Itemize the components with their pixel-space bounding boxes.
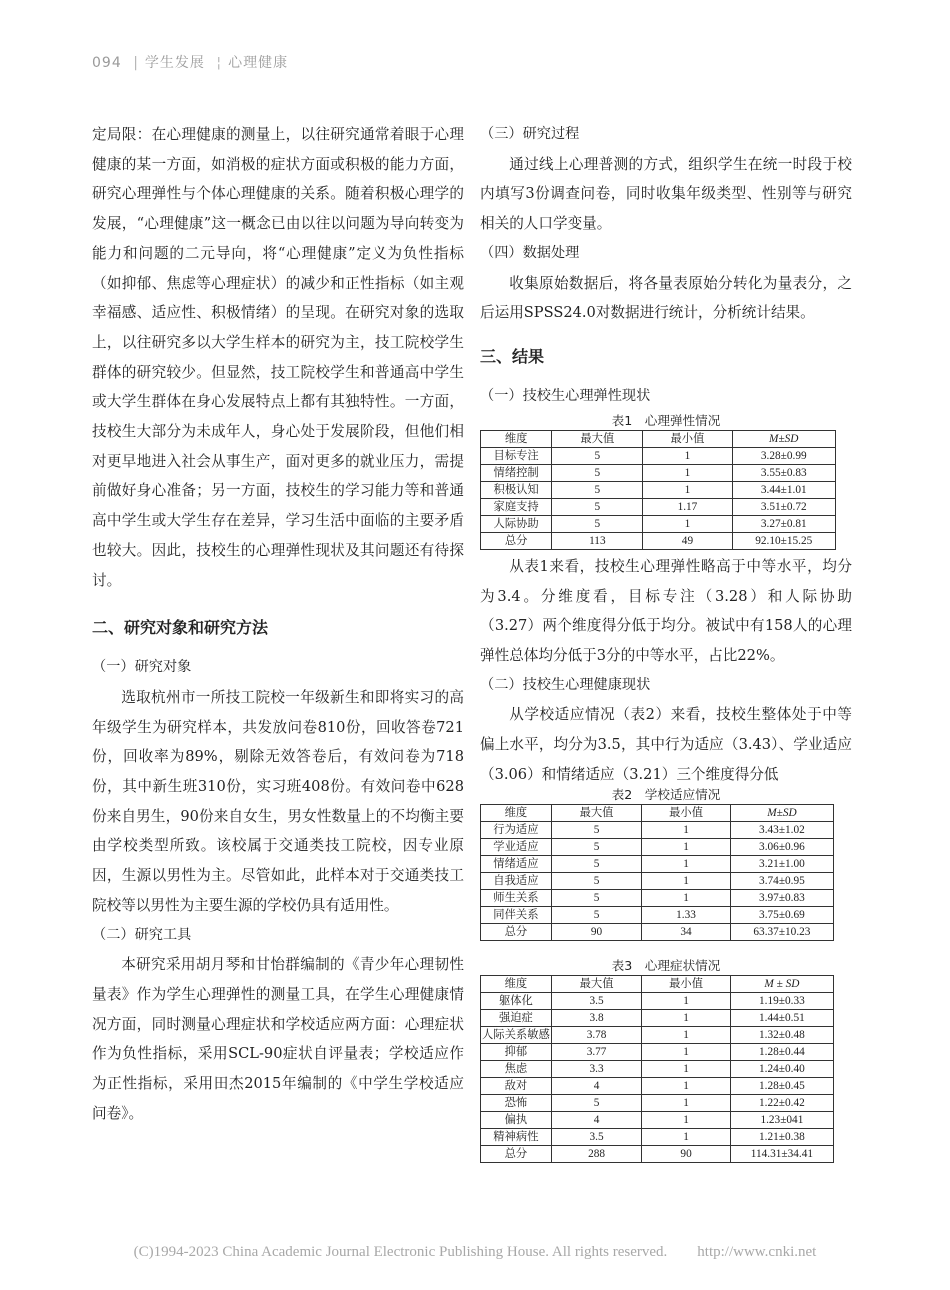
column-header: 最小值 xyxy=(643,430,732,447)
paragraph: 通过线上心理普测的方式，组织学生在统一时段于校内填写3份调查问卷，同时收集年级类型、性别等与研究相关的人口学变量。 xyxy=(480,155,852,233)
paragraph: 本研究采用胡月琴和甘怡群编制的《青少年心理韧性量表》作为学生心理弹性的测量工具，在学生心理健康情况方面，同时测量心理症状和学校适应两方面：心理症状作为负性指标，采用SCL-90症状自评量表；学校适应作为正性指标，采用田杰2015年编制的《中学生学校适应问卷》。 xyxy=(92,956,464,1122)
table-cell: 1.22±0.42 xyxy=(730,1094,833,1111)
table-cell: 1.23±041 xyxy=(730,1111,833,1128)
table-cell: 1 xyxy=(642,1060,730,1077)
table-cell: 偏执 xyxy=(481,1111,552,1128)
paragraph: 从表1来看，技校生心理弹性略高于中等水平，均分为3.4。分维度看，目标专注（3.28）和人际协助（3.27）两个维度得分低于均分。被试中有158人的心理弹性总体均分低于3分的中等水平，占比22%。 xyxy=(480,557,852,665)
paragraph: 选取杭州市一所技工院校一年级新生和即将实习的高年级学生为研究样本，共发放问卷810份，回收答卷721份，回收率为89%，剔除无效答卷后，有效问卷为718份，其中新生班310份，实习班408份。有效问卷中628份来自男生，90份来自女生，男女性数量上的不均衡主要由学校类型所致。该校属于交通类技工院校，因专业原因，生源以男性为主。尽管如此，此样本对于交通类技工院校等以男性为主要生源的学校仍具有适用性。 xyxy=(92,688,464,914)
table-cell: 5 xyxy=(551,838,641,855)
table-cell: 情绪适应 xyxy=(481,855,552,872)
table-cell: 5 xyxy=(552,498,643,515)
table-cell: 3.21±1.00 xyxy=(730,855,833,872)
table-cell: 1 xyxy=(642,889,731,906)
table-row xyxy=(481,515,836,532)
table-cell: 3.43±1.02 xyxy=(730,821,833,838)
table-cell: 敌对 xyxy=(481,1077,552,1094)
table-cell: 1 xyxy=(642,1043,730,1060)
table-cell: 情绪控制 xyxy=(481,464,552,481)
column-header: M ± SD xyxy=(730,975,833,992)
table-body xyxy=(481,447,836,549)
table-header-row xyxy=(481,975,834,992)
table-cell: 92.10±15.25 xyxy=(732,532,835,549)
table-cell: 4 xyxy=(551,1111,642,1128)
table-cell: 同伴关系 xyxy=(481,906,552,923)
table-cell: 3.44±1.01 xyxy=(732,481,835,498)
subsection-title: （一）技校生心理弹性现状 xyxy=(480,387,651,404)
table-cell: 3.74±0.95 xyxy=(730,872,833,889)
column-header: 维度 xyxy=(481,430,552,447)
table-cell: 家庭支持 xyxy=(481,498,552,515)
table-row xyxy=(481,838,834,855)
table-caption: 表3 心理症状情况 xyxy=(611,957,721,973)
table-cell: 3.75±0.69 xyxy=(730,906,833,923)
table-row xyxy=(481,1111,834,1128)
table-cell: 3.55±0.83 xyxy=(732,464,835,481)
table-cell: 焦虑 xyxy=(481,1060,552,1077)
table-cell: 3.78 xyxy=(551,1026,642,1043)
table-cell: 总分 xyxy=(481,1145,552,1162)
table-cell: 3.06±0.96 xyxy=(730,838,833,855)
column-header: 最大值 xyxy=(551,804,641,821)
table-cell: 1.33 xyxy=(642,906,731,923)
table-cell: 1.28±0.44 xyxy=(730,1043,833,1060)
table-cell: 人际关系敏感 xyxy=(481,1026,552,1043)
table-row xyxy=(481,1060,834,1077)
table-row xyxy=(481,872,834,889)
table-cell: 49 xyxy=(643,532,732,549)
table-cell: 1 xyxy=(642,838,731,855)
table-cell: 4 xyxy=(551,1077,642,1094)
table-row xyxy=(481,889,834,906)
table-cell: 3.97±0.83 xyxy=(730,889,833,906)
table-cell: 3.27±0.81 xyxy=(732,515,835,532)
table-cell: 精神病性 xyxy=(481,1128,552,1145)
table-cell: 强迫症 xyxy=(481,1009,552,1026)
section-name: 学生发展 xyxy=(144,55,205,71)
paragraph: 定局限：在心理健康的测量上，以往研究通常着眼于心理健康的某一方面，如消极的症状方面或积极的能力方面，研究心理弹性与个体心理健康的关系。随着积极心理学的发展，“心理健康”这一概念已由以往以问题为导向转变为能力和问题的二元导向，将“心理健康”定义为负性指标（如抑郁、焦虑等心理症状）的减少和正性指标（如主观幸福感、适应性、积极情绪）的呈现。在研究对象的选取上，以往研究多以大学生样本的研究为主，技工院校学生群体的研究较少。但显然，技工院校学生和普通高中学生或大学生群体在身心发展特点上都有其独特性。一方面，技校生大部分为未成年人，身心处于发展阶段，但他们相对更早地进入社会从事生产，面对更多的就业压力，需提前做好身心准备；另一方面，技校生的学习能力等和普通高中学生或大学生存在差异，学习生活中面临的主要矛盾也较大。因此，技校生的心理弹性现状及其问题还有待探讨。 xyxy=(92,126,464,589)
table-cell: 1 xyxy=(642,1094,730,1111)
table-row xyxy=(481,992,834,1009)
table-cell: 113 xyxy=(552,532,643,549)
subsection-title: （四）数据处理 xyxy=(480,244,580,261)
table-row xyxy=(481,855,834,872)
table-cell: 5 xyxy=(551,889,641,906)
table-cell: 5 xyxy=(551,1094,642,1111)
column-header: M±SD xyxy=(732,430,835,447)
table-caption: 表2 学校适应情况 xyxy=(611,786,721,802)
table-cell: 288 xyxy=(551,1145,642,1162)
table-cell: 1.19±0.33 xyxy=(730,992,833,1009)
table-row xyxy=(481,1043,834,1060)
column-header: M±SD xyxy=(730,804,833,821)
table-cell: 114.31±34.41 xyxy=(730,1145,833,1162)
paragraph: 收集原始数据后，将各量表原始分转化为量表分，之后运用SPSS24.0对数据进行统计，分析统计结果。 xyxy=(480,274,852,322)
table-cell: 5 xyxy=(552,464,643,481)
table-row xyxy=(481,1145,834,1162)
table-cell: 34 xyxy=(642,923,731,940)
table-school-adaptation xyxy=(480,804,834,941)
table-resilience xyxy=(480,430,836,550)
running-head xyxy=(92,52,288,72)
table-cell: 5 xyxy=(551,906,641,923)
table-header-row xyxy=(481,430,836,447)
table-cell: 1 xyxy=(642,872,731,889)
table-row xyxy=(481,498,836,515)
subsection-name: 心理健康 xyxy=(228,55,289,71)
column-header: 最小值 xyxy=(642,975,730,992)
table-cell: 1 xyxy=(642,855,731,872)
table-cell: 积极认知 xyxy=(481,481,552,498)
table-row xyxy=(481,481,836,498)
table-row xyxy=(481,1077,834,1094)
subsection-title: （二）技校生心理健康现状 xyxy=(480,676,651,693)
table-cell: 5 xyxy=(551,872,641,889)
right-column xyxy=(480,120,852,1163)
table-row xyxy=(481,923,834,940)
table-cell: 5 xyxy=(551,821,641,838)
table-cell: 1 xyxy=(643,481,732,498)
left-column xyxy=(92,120,464,1129)
table-cell: 5 xyxy=(552,515,643,532)
table-cell: 5 xyxy=(551,855,641,872)
table-cell: 行为适应 xyxy=(481,821,552,838)
table-cell: 总分 xyxy=(481,532,552,549)
subsection-title: （一）研究对象 xyxy=(92,659,192,676)
table-row xyxy=(481,532,836,549)
table-row xyxy=(481,1128,834,1145)
section-title: 二、研究对象和研究方法 xyxy=(92,618,269,638)
table-cell: 自我适应 xyxy=(481,872,552,889)
table-body xyxy=(481,992,834,1162)
table-cell: 3.8 xyxy=(551,1009,642,1026)
table-cell: 1 xyxy=(642,1009,730,1026)
table-cell: 1 xyxy=(643,464,732,481)
table-cell: 1.32±0.48 xyxy=(730,1026,833,1043)
paragraph: 从学校适应情况（表2）来看，技校生整体处于中等偏上水平，均分为3.5，其中行为适应（3.43）、学业适应（3.06）和情绪适应（3.21）三个维度得分低 xyxy=(480,706,852,783)
table-cell: 总分 xyxy=(481,923,552,940)
table-cell: 3.5 xyxy=(551,992,642,1009)
table-cell: 3.77 xyxy=(551,1043,642,1060)
table-cell: 1 xyxy=(642,1026,730,1043)
subsection-title: （二）研究工具 xyxy=(92,926,192,943)
copyright-footer: (C)1994-2023 China Academic Journal Electronic Publishing House. All rights reserved. http://www.cnki.net xyxy=(133,1244,817,1260)
table-row xyxy=(481,447,836,464)
table-row xyxy=(481,1094,834,1111)
table-cell: 63.37±10.23 xyxy=(730,923,833,940)
column-header: 最小值 xyxy=(642,804,731,821)
table-cell: 1 xyxy=(643,515,732,532)
table-cell: 1.21±0.38 xyxy=(730,1128,833,1145)
table-cell: 3.28±0.99 xyxy=(732,447,835,464)
table-row xyxy=(481,821,834,838)
table-cell: 1.28±0.45 xyxy=(730,1077,833,1094)
table-caption: 表1 心理弹性情况 xyxy=(611,412,721,428)
table-cell: 3.3 xyxy=(551,1060,642,1077)
separator: | xyxy=(133,55,139,71)
table-cell: 1 xyxy=(642,1128,730,1145)
table-cell: 3.5 xyxy=(551,1128,642,1145)
table-cell: 1.24±0.40 xyxy=(730,1060,833,1077)
subsection-title: （三）研究过程 xyxy=(480,126,580,142)
table-cell: 90 xyxy=(642,1145,730,1162)
table-cell: 1.44±0.51 xyxy=(730,1009,833,1026)
column-header: 最大值 xyxy=(551,975,642,992)
table-cell: 1 xyxy=(643,447,732,464)
table-row xyxy=(481,1026,834,1043)
table-cell: 抑郁 xyxy=(481,1043,552,1060)
section-title: 三、结果 xyxy=(480,346,545,366)
table-cell: 1 xyxy=(642,821,731,838)
table-cell: 1 xyxy=(642,1077,730,1094)
table-cell: 人际协助 xyxy=(481,515,552,532)
table-cell: 目标专注 xyxy=(481,447,552,464)
table-cell: 1.17 xyxy=(643,498,732,515)
column-header: 维度 xyxy=(481,975,552,992)
separator: ¦ xyxy=(216,55,223,71)
table-cell: 躯体化 xyxy=(481,992,552,1009)
table-cell: 学业适应 xyxy=(481,838,552,855)
table-cell: 3.51±0.72 xyxy=(732,498,835,515)
table-header-row xyxy=(481,804,834,821)
table-cell: 5 xyxy=(552,447,643,464)
table-cell: 恐怖 xyxy=(481,1094,552,1111)
column-header: 维度 xyxy=(481,804,552,821)
column-header: 最大值 xyxy=(552,430,643,447)
table-row xyxy=(481,906,834,923)
table-body xyxy=(481,821,834,940)
table-symptoms xyxy=(480,975,834,1163)
table-cell: 1 xyxy=(642,992,730,1009)
table-cell: 师生关系 xyxy=(481,889,552,906)
table-cell: 5 xyxy=(552,481,643,498)
page-number: 094 xyxy=(92,55,122,71)
table-row xyxy=(481,1009,834,1026)
table-row xyxy=(481,464,836,481)
table-cell: 90 xyxy=(551,923,641,940)
table-cell: 1 xyxy=(642,1111,730,1128)
